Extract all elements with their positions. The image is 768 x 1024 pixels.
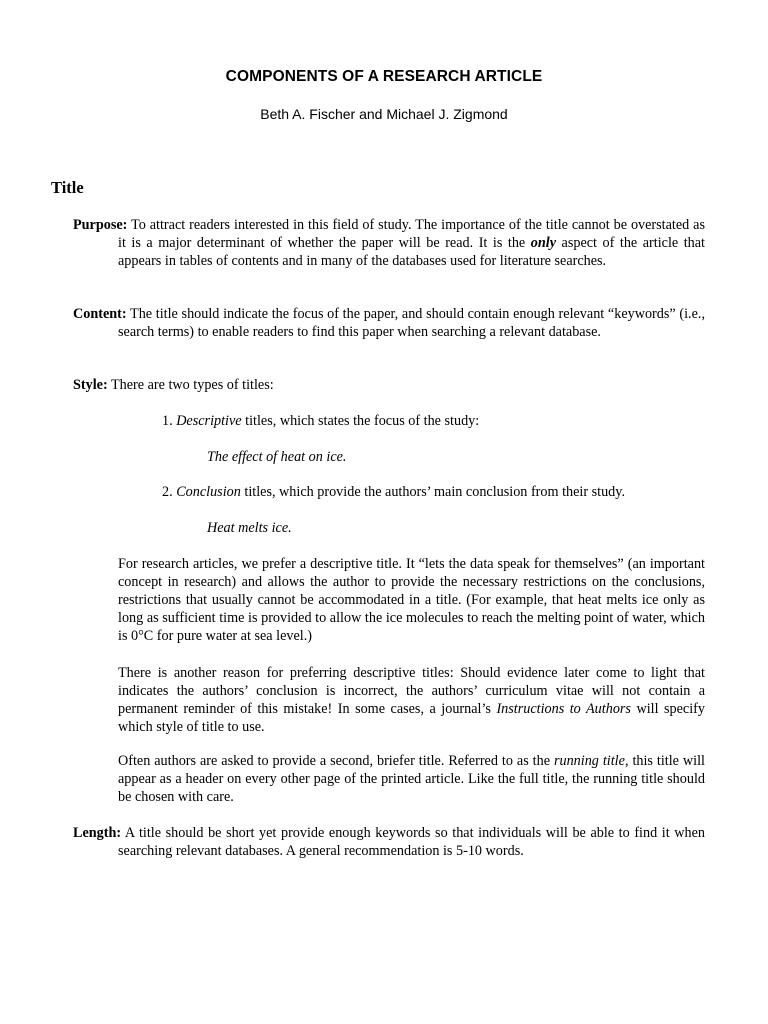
style-paragraph: [73, 376, 705, 394]
style-text: There are two types of titles:: [107, 377, 274, 393]
purpose-emphasis: only: [530, 235, 556, 251]
list-item-text: titles, which states the focus of the study:: [241, 413, 480, 429]
example-conclusion: Heat melts ice.: [207, 520, 292, 536]
content-label: Content:: [73, 306, 127, 322]
list-item-text: titles, which provide the authors’ main conclusion from their study.: [240, 484, 625, 500]
content-paragraph: [73, 305, 705, 341]
list-item-term: Conclusion: [176, 484, 241, 500]
section-heading-title: Title: [51, 178, 84, 197]
style-para-2-text-b: will specify which style of title to use.: [118, 701, 705, 735]
style-paragraph-another-reason: [118, 664, 705, 736]
style-label: Style:: [73, 377, 108, 393]
list-item-term: Descriptive: [176, 413, 242, 429]
document-title: COMPONENTS OF A RESEARCH ARTICLE: [225, 68, 543, 85]
style-para-2-text-a: There is another reason for preferring descriptive titles: Should evidence later come to light that indicates the authors’ conclusion is incorrect, the authors’ curriculum vitae will not contain a permanent reminder of this mistake! In some cases, a journal’s: [118, 665, 705, 717]
list-item-descriptive: [162, 412, 479, 430]
style-para-3-text-b: , this title will appear as a header on every other page of the printed article. Like the full title, the running title should be chosen with care.: [118, 753, 705, 805]
list-item-number: 2.: [162, 484, 177, 500]
length-label: Length:: [73, 825, 122, 841]
list-item-number: 1.: [162, 413, 177, 429]
document-authors: Beth A. Fischer and Michael J. Zigmond: [260, 106, 508, 122]
style-paragraph-descriptive-preference: For research articles, we prefer a descriptive title. It “lets the data speak for themselves” (an important concept in research) and allows the author to provide the necessary restrictions on the conclusions, restrictions that usually cannot be accommodated in a title. (For example, that heat melts ice only as long as sufficient time is provided to allow the ice molecules to reach the melting point of water, which is 0°C for pure water at sea level.): [118, 556, 705, 644]
style-para-3-emphasis: running title: [553, 753, 625, 769]
purpose-paragraph: [73, 216, 705, 270]
length-text: A title should be short yet provide enough keywords so that individuals will be able to find it when searching relevant databases. A general recommendation is 5-10 words.: [118, 825, 705, 859]
content-text: The title should indicate the focus of the paper, and should contain enough relevant “keywords” (i.e., search terms) to enable readers to find this paper when searching a relevant database.: [118, 306, 705, 340]
purpose-text-2: aspect of the article that appears in tables of contents and in many of the databases used for literature searches.: [118, 235, 705, 269]
length-paragraph: [73, 824, 705, 860]
style-paragraph-running-title: [118, 752, 705, 806]
list-item-conclusion: [162, 483, 625, 501]
example-descriptive: The effect of heat on ice.: [207, 449, 347, 465]
style-para-3-text-a: Often authors are asked to provide a second, briefer title. Referred to as the: [118, 753, 554, 769]
purpose-text-1: To attract readers interested in this field of study. The importance of the title cannot be overstated as it is a major determinant of whether the paper will be read. It is the: [118, 217, 705, 251]
style-para-2-emphasis: Instructions to Authors: [496, 701, 631, 717]
purpose-label: Purpose:: [73, 217, 128, 233]
